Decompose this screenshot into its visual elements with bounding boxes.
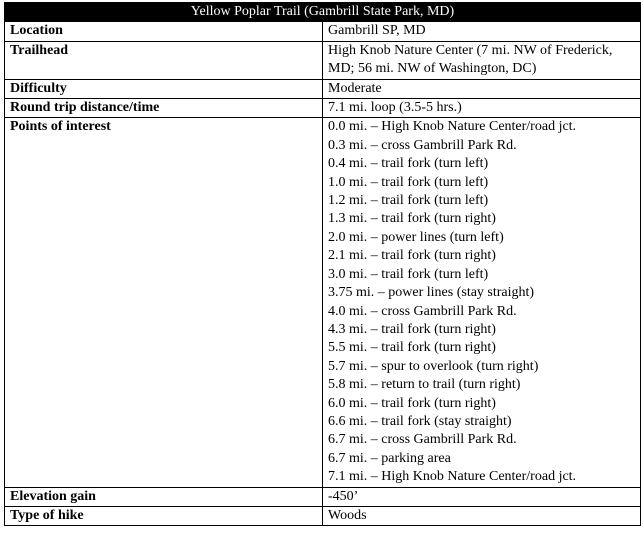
table-row-difficulty [5,79,641,98]
table-row-trailhead [5,41,641,79]
location-label: Location [5,22,323,41]
list-item: 1.3 mi. – trail fork (turn right) [328,211,496,227]
list-item: 0.0 mi. – High Knob Nature Center/road jct. [328,119,577,135]
list-item: 0.4 mi. – trail fork (turn left) [328,156,489,172]
difficulty-label: Difficulty [5,79,323,98]
list-item: 3.75 mi. – power lines (stay straight) [328,285,535,301]
distance-label: Round trip distance/time [5,99,323,118]
list-item: 5.7 mi. – spur to overlook (turn right) [328,358,539,374]
trailhead-value: High Knob Nature Center (7 mi. NW of Frederick, MD; 56 mi. NW of Washington, DC) [323,41,641,79]
location-value: Gambrill SP, MD [323,22,641,41]
list-item: 0.3 mi. – cross Gambrill Park Rd. [328,137,517,153]
table-row-elevation [5,487,641,506]
table-row-location [5,22,641,41]
points-of-interest-label: Points of interest [5,118,323,487]
list-item: 5.5 mi. – trail fork (turn right) [328,340,496,356]
distance-value: 7.1 mi. loop (3.5-5 hrs.) [323,99,641,118]
list-item: 5.8 mi. – return to trail (turn right) [328,377,521,393]
points-of-interest-value [323,118,641,487]
list-item: 2.1 mi. – trail fork (turn right) [328,248,496,264]
table-row-distance [5,99,641,118]
points-of-interest-list [328,118,635,486]
list-item: 6.0 mi. – trail fork (turn right) [328,395,496,411]
list-item: 6.6 mi. – trail fork (stay straight) [328,413,512,429]
list-item: 6.7 mi. – cross Gambrill Park Rd. [328,432,517,448]
title-row [5,3,641,22]
table-row-hike-type [5,506,641,525]
list-item: 7.1 mi. – High Knob Nature Center/road jct. [328,469,577,485]
elevation-label: Elevation gain [5,487,323,506]
table-row-points-of-interest [5,118,641,487]
hike-type-value: Woods [323,506,641,525]
trail-info-table [4,2,641,526]
list-item: 4.0 mi. – cross Gambrill Park Rd. [328,303,517,319]
difficulty-value: Moderate [323,79,641,98]
elevation-value: -450’ [323,487,641,506]
list-item: 3.0 mi. – trail fork (turn left) [328,266,489,282]
table-title: Yellow Poplar Trail (Gambrill State Park, MD) [5,3,641,22]
list-item: 1.0 mi. – trail fork (turn left) [328,174,489,190]
list-item: 6.7 mi. – parking area [328,450,451,466]
list-item: 1.2 mi. – trail fork (turn left) [328,193,489,209]
hike-type-label: Type of hike [5,506,323,525]
list-item: 4.3 mi. – trail fork (turn right) [328,321,496,337]
list-item: 2.0 mi. – power lines (turn left) [328,229,504,245]
trailhead-label: Trailhead [5,41,323,79]
